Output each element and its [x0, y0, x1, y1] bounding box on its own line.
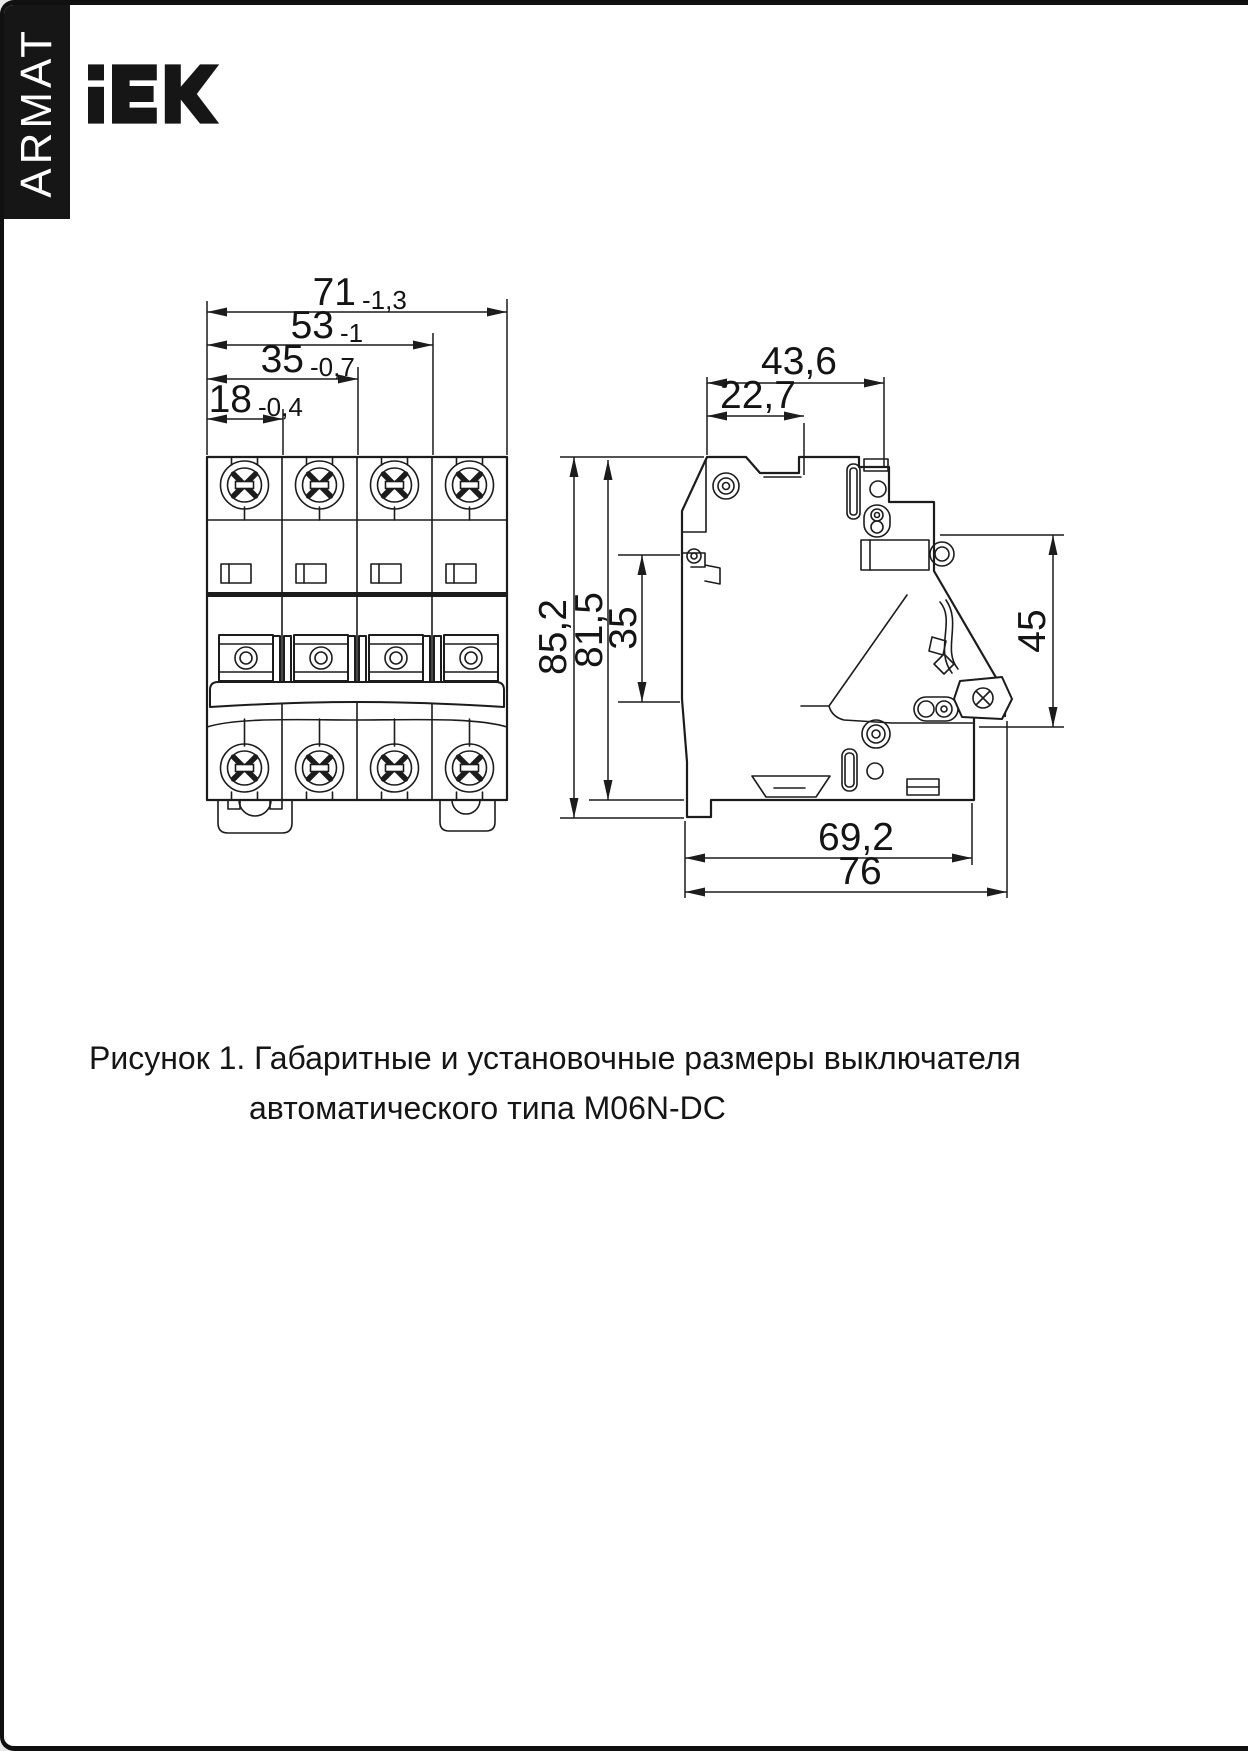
- terminal-screw-top-4: [446, 457, 494, 520]
- armat-vertical-label: ARMAT: [12, 26, 61, 198]
- dim-35-value: 35: [260, 338, 304, 381]
- dim-22-7: 22,7: [720, 374, 796, 417]
- dim-18-value: 18: [208, 378, 252, 421]
- front-face-band: [207, 592, 507, 597]
- dim-81-5: 81,5: [568, 592, 611, 668]
- terminal-screw-top-2: [296, 457, 344, 520]
- dim-53-value: 53: [290, 304, 334, 347]
- terminal-screw-top-1: [221, 457, 269, 520]
- terminal-screw-top-3: [371, 457, 419, 520]
- figure-caption-line2: автоматического типа M06N-DC: [249, 1090, 726, 1126]
- breaker-side-body: [682, 457, 1005, 817]
- din-clips: [218, 800, 495, 833]
- dim-85-2: 85,2: [532, 599, 575, 675]
- pole-window-tabs: [221, 564, 476, 583]
- terminal-screw-bottom-4: [446, 719, 494, 800]
- figure-caption: [89, 1033, 1021, 1133]
- figure-caption-line1: Рисунок 1. Габаритные и установочные размеры выключателя: [89, 1040, 1021, 1076]
- terminal-screw-bottom-1: [221, 719, 269, 800]
- dim-53-tolerance: -1: [340, 318, 364, 348]
- dim-71-tolerance: -1,3: [362, 285, 407, 315]
- terminal-screw-bottom-3: [371, 719, 419, 800]
- dim-69-2: 69,2: [818, 816, 894, 859]
- dim-18-tolerance: -0,4: [258, 392, 303, 422]
- dim-43-6: 43,6: [761, 340, 837, 383]
- front-view-drawing: [207, 271, 507, 833]
- side-view-drawing: [532, 340, 1064, 898]
- dim-35-side: 35: [602, 606, 645, 650]
- dim-71-value: 71: [312, 271, 356, 314]
- dim-76: 76: [838, 850, 882, 893]
- figure-1-drawing: [4, 5, 1248, 1751]
- dim-45: 45: [1011, 609, 1054, 653]
- terminal-screw-bottom-2: [296, 719, 344, 800]
- dim-18: [209, 378, 303, 422]
- dim-35-tolerance: -0,7: [310, 352, 355, 382]
